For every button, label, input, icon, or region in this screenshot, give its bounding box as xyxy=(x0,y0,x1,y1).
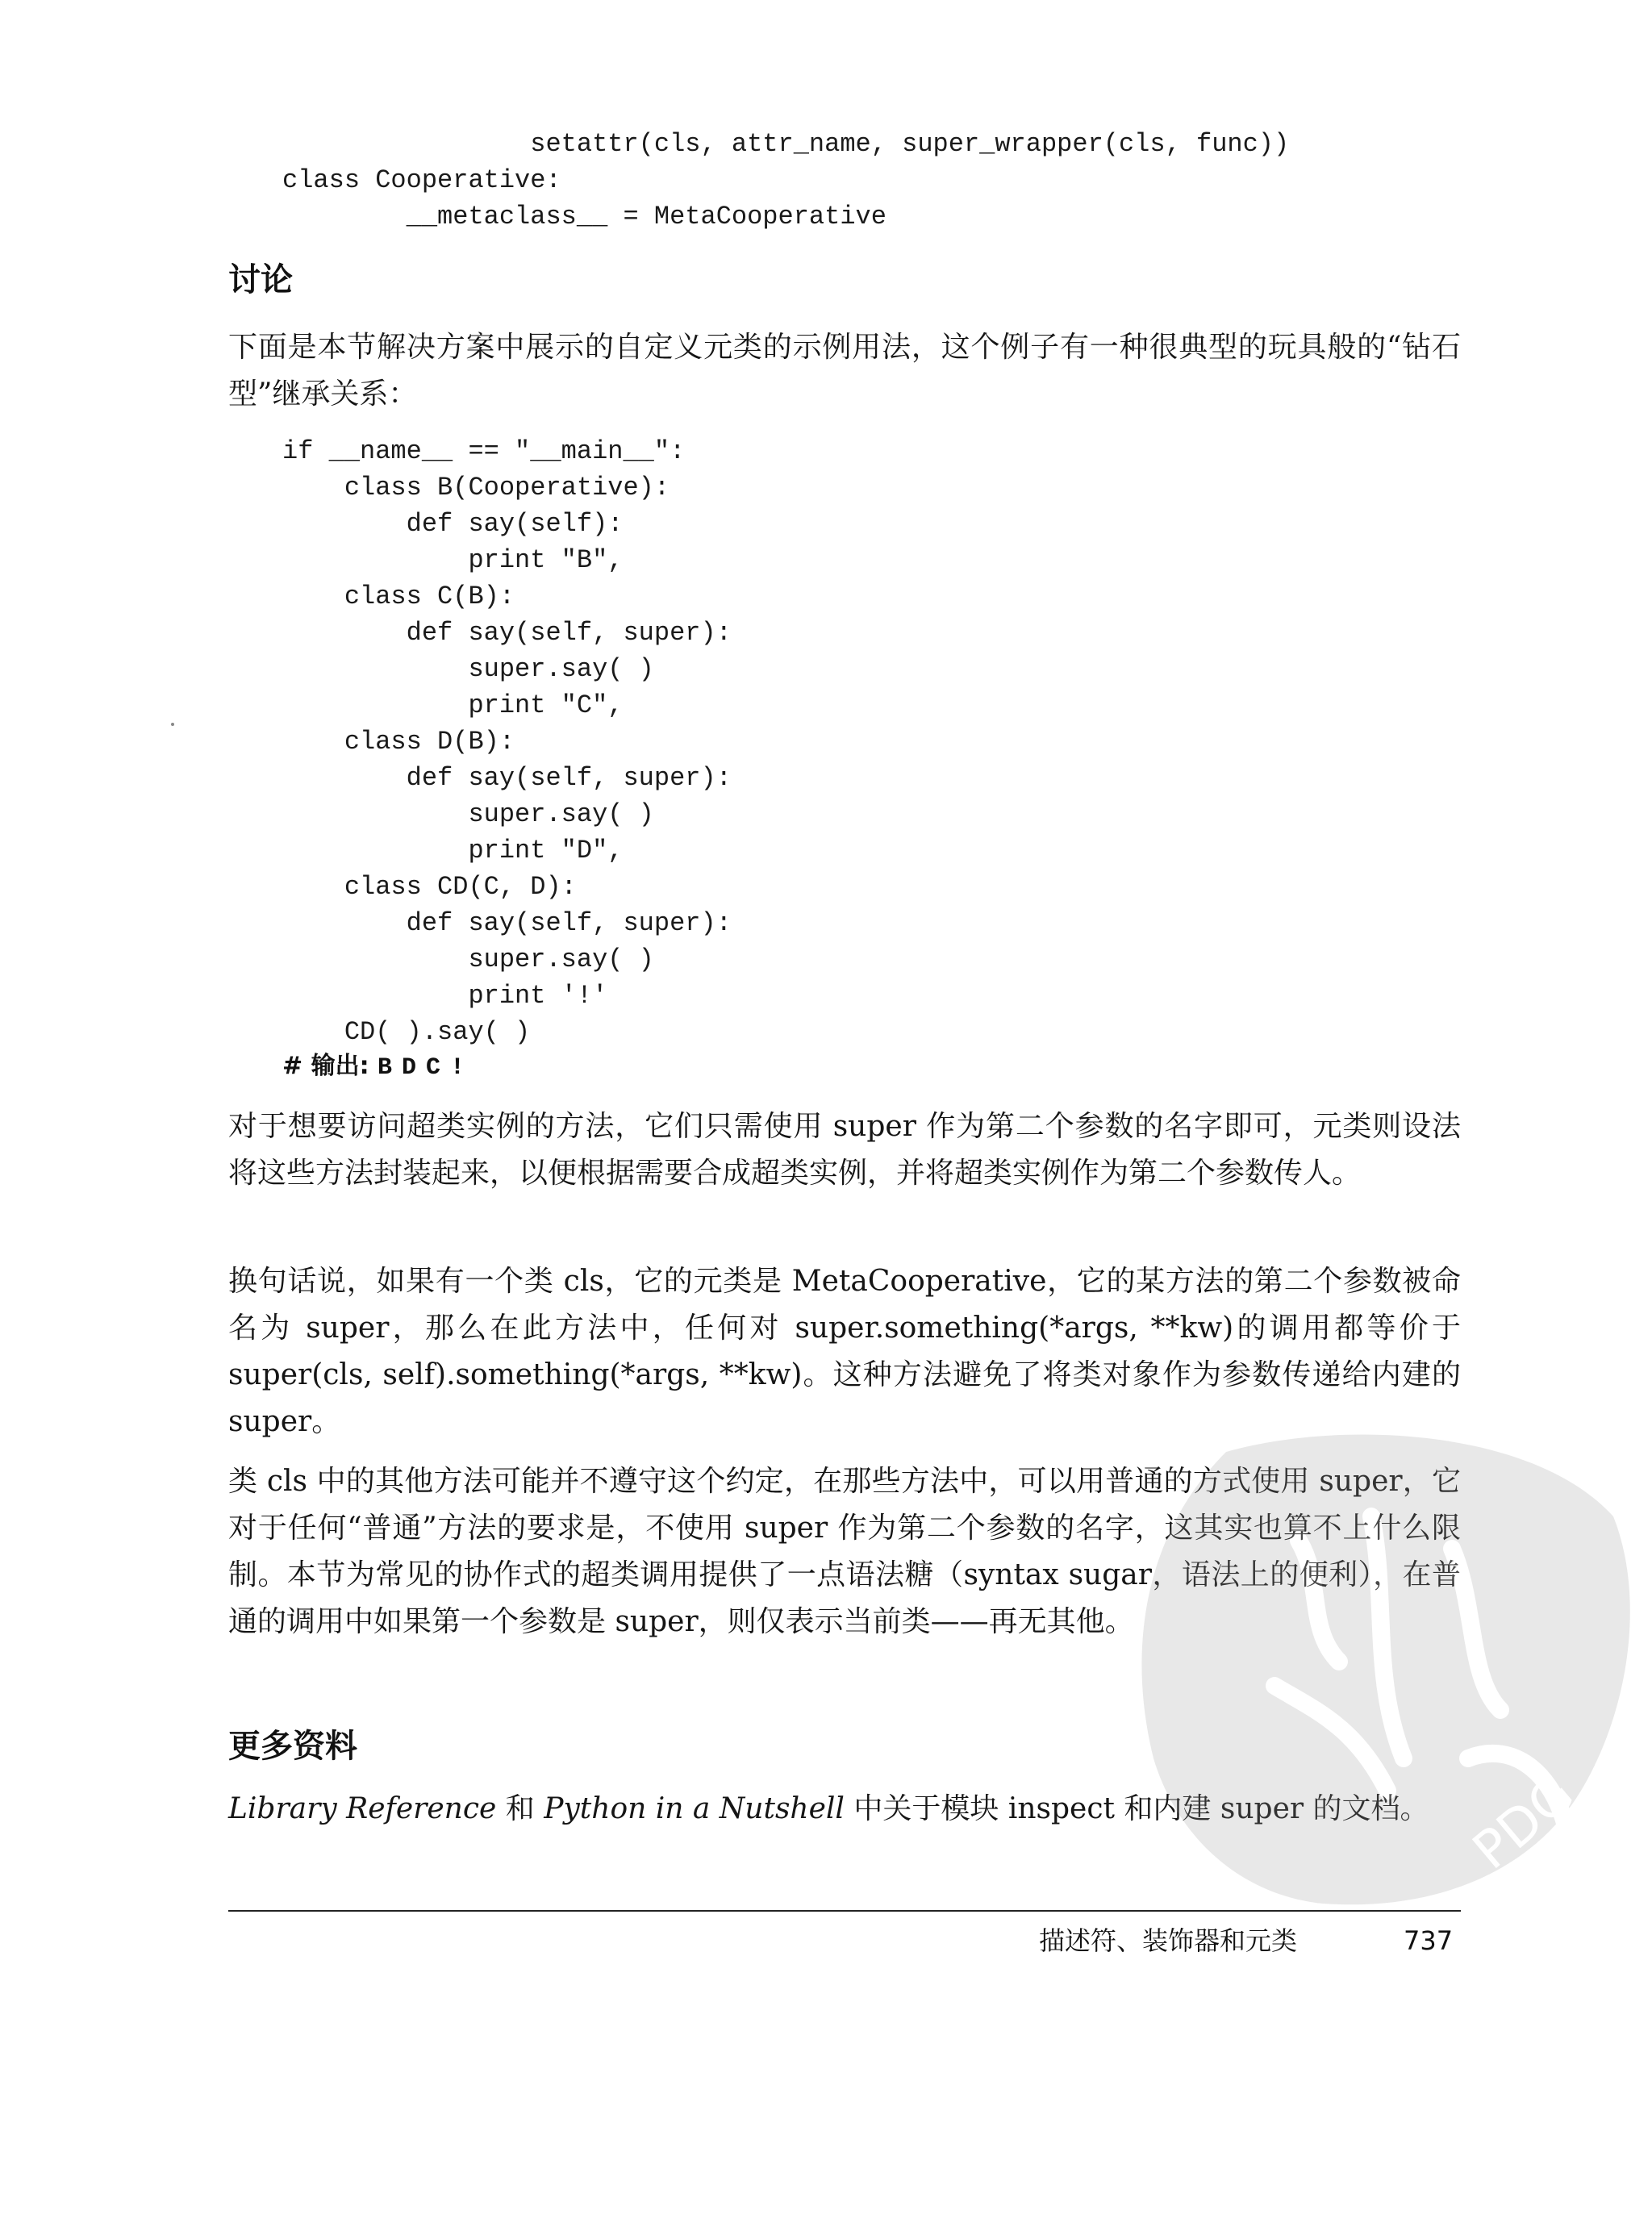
output-value: BDC! xyxy=(378,1054,475,1082)
paragraph-other-methods: 类 cls 中的其他方法可能并不遵守这个约定，在那些方法中，可以用普通的方式使用 super，它对于任何“普通”方法的要求是，不使用 super 作为第二个参数的名字，这其实也算不上什么限制。本节为常见的协作式的超类调用提供了一点语法糖（syntax sugar，语法上的便利），在普通的调用中如果第一个参数是 super，则仅表示当前类——再无其他。 xyxy=(228,1465,1461,1638)
footer-section-title: 描述符、装饰器和元类 xyxy=(1039,1925,1298,1956)
code-block-example: if __name__ == "__main__": class B(Cooperative): def say(self): print "B", class C(B): def say(self, super): super.say( ) print "C", class D(B): def say(self, super): super.say( ) print "D", class CD(C, D): def say(self, super): super.say( ) print '!' CD( ).say( ) xyxy=(282,436,732,1047)
section-heading-discussion: 讨论 xyxy=(228,261,293,298)
output-label: # 输出: xyxy=(282,1052,369,1080)
reference-book-library: Library Reference xyxy=(228,1792,497,1825)
page-number: 737 xyxy=(1404,1925,1454,1956)
output-comment xyxy=(282,1050,474,1084)
section-heading-more-info: 更多资料 xyxy=(228,1728,357,1765)
paragraph-super-argument: 对于想要访问超类实例的方法，它们只需使用 super 作为第二个参数的名字即可，元类则设法将这些方法封装起来，以便根据需要合成超类实例，并将超类实例作为第二个参数传人。 xyxy=(228,1110,1461,1190)
references-and: 和 xyxy=(496,1792,544,1825)
references-rest: 中关于模块 inspect 和内建 super 的文档。 xyxy=(844,1792,1429,1825)
paragraph-in-other-words: 换句话说，如果有一个类 cls，它的元类是 MetaCooperative，它的某方法的第二个参数被命名为 super，那么在此方法中，任何对 super.something(*args, **kw)的调用都等价于 super(cls, self).something(*args, **kw)。这种方法避免了将类对象作为参数传递给内建的 super。 xyxy=(228,1265,1461,1438)
library-stamp-watermark xyxy=(1129,1420,1646,1920)
code-block-metaclass: setattr(cls, attr_name, super_wrapper(cls, func)) class Cooperative: __metaclass__ = MetaCooperative xyxy=(282,129,1290,231)
scan-speck xyxy=(171,723,174,726)
reference-book-nutshell: Python in a Nutshell xyxy=(544,1792,845,1825)
intro-paragraph: 下面是本节解决方案中展示的自定义元类的示例用法，这个例子有一种很典型的玩具般的“钻石型”继承关系： xyxy=(228,331,1461,411)
watermark-text: PDG xyxy=(1462,1764,1586,1882)
